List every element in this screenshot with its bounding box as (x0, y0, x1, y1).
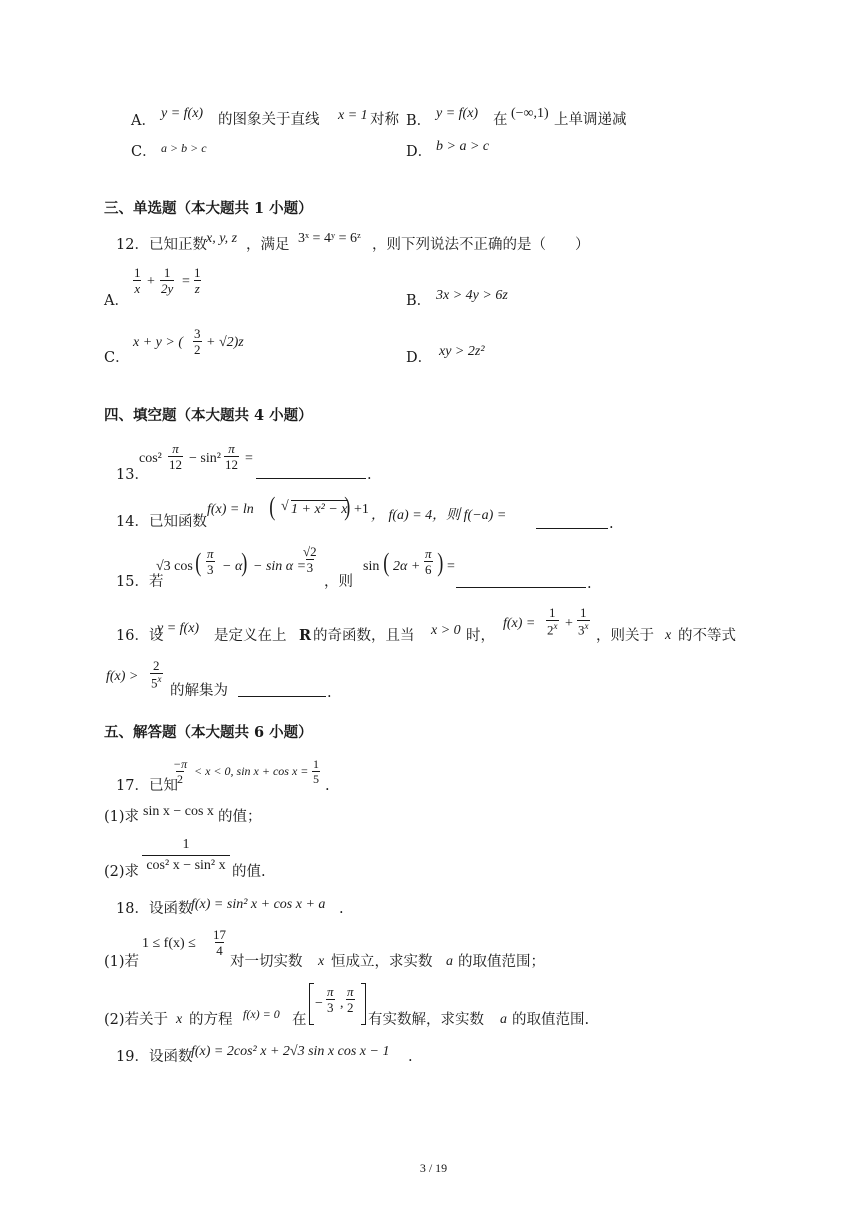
q12-option-c-label: C． (104, 350, 130, 366)
q16-text4: ，则关于 (596, 628, 654, 644)
q18-part1-frac: $\frac{17}{4}$ (213, 927, 226, 958)
q15-expr: √3 cos (156, 559, 193, 574)
q15-then: ，则 (324, 574, 353, 590)
q14-root: 1 + x² − x (291, 502, 348, 517)
q19-function: f(x) = 2cos² x + 2√3 sin x cos x − 1 (191, 1044, 390, 1059)
q15-right-paren: ) (241, 548, 248, 577)
q15-mid: − sin α = (253, 559, 307, 574)
q17-condition: < x < 0, sin x + cos x = (194, 764, 309, 778)
q17-part1-text: 的值； (218, 809, 262, 825)
q18-part2-text4: 的取值范围. (512, 1012, 590, 1028)
q18-part2-text: 的方程 (189, 1012, 233, 1028)
q13-frac2: $\frac{\pi}{12}$ (225, 441, 238, 472)
section-3-title: 三、单选题（本大题共 1 小题） (104, 200, 313, 217)
q12-text2: ，则下列说法不正确的是（ ） (372, 237, 590, 253)
q15-answer-blank[interactable] (456, 587, 586, 588)
page-number: 3 / 19 (419, 1161, 448, 1175)
q11-option-a-text1: 的图象关于直线 (218, 112, 320, 128)
q17-part2-fraction-bar (142, 855, 230, 856)
q13-cos: cos² (139, 451, 162, 466)
q16-real-set: R (299, 627, 312, 644)
q16-math1: y = f(x) (157, 621, 200, 636)
q18-part2-frac2: $\frac{\pi}{2}$ (347, 984, 354, 1015)
q16-plus: + (565, 616, 573, 631)
q18-part2-label: (2)若关于 (104, 1012, 169, 1028)
q15-frac2: $\frac{√2}{3}$ (303, 544, 317, 575)
q13-frac1: $\frac{\pi}{12}$ (169, 441, 182, 472)
q14-right-paren: ) (344, 492, 351, 521)
q18-part2-left-bracket (309, 983, 314, 1025)
q15-sin: sin (363, 559, 380, 574)
q15-number: 15．若 (116, 574, 164, 590)
q15-right-paren2: ) (437, 548, 444, 577)
q14-condition: ， f(a) = 4，则 f(−a) = (371, 508, 507, 523)
q14-end: . (609, 516, 614, 532)
q17-part2-numerator: 1 (182, 837, 190, 852)
q18-part2-text3: 有实数解，求实数 (368, 1012, 484, 1028)
q12-vars: x, y, z (206, 231, 238, 246)
q16-text3: 时， (466, 628, 495, 644)
q17-part1-math: sin x − cos x (143, 804, 214, 819)
q12-text1: ，满足 (246, 237, 290, 253)
q18-part2-text2: 在 (292, 1012, 307, 1028)
q12-option-a-plus: + (147, 274, 155, 289)
q14-left-paren: ( (269, 492, 276, 521)
q12-option-c-math1: x + y > ( (133, 335, 183, 350)
q12-option-a-frac2: $\frac{1}{2y}$ (161, 265, 174, 296)
q18-part2-math: f(x) = 0 (243, 1007, 280, 1021)
q11-option-b-label: B． (406, 113, 432, 129)
q17-part2-text: 的值. (232, 864, 266, 880)
q12-option-a-equals: = (182, 274, 190, 289)
q12-option-b-math: 3x > 4y > 6z (436, 288, 508, 303)
q11-option-a-math1: y = f(x) (161, 106, 204, 121)
q11-option-b-math1: y = f(x) (436, 106, 479, 121)
q18-end: . (339, 901, 344, 917)
q12-option-d-math: xy > 2z² (439, 344, 485, 359)
q14-number: 14．已知函数 (116, 514, 207, 530)
q18-part2-comma: , (340, 996, 344, 1011)
q11-option-b-text2: 上单调递减 (554, 112, 627, 128)
q16-text5: 的不等式 (678, 628, 736, 644)
q13-sin: − sin² (189, 451, 221, 466)
q12-condition: 3ˣ = 4ʸ = 6ᶻ (298, 231, 361, 246)
q16-frac2: $\frac{1}{3^x}$ (578, 605, 589, 638)
q11-option-a-text2: 对称 (370, 112, 399, 128)
q18-part2-right-bracket (361, 983, 366, 1025)
q18-part1-text3: 的取值范围； (458, 954, 545, 970)
q18-part2-x: x (176, 1012, 183, 1027)
q16-math4: x (665, 628, 672, 643)
q19-end: . (408, 1049, 413, 1065)
q12-option-d-label: D． (406, 350, 433, 366)
q11-option-b-math2: (−∞,1) (511, 106, 549, 121)
q15-two-alpha: 2α + (393, 559, 421, 574)
q15-left-paren: ( (195, 548, 202, 577)
q16-frac1: $\frac{1}{2^x}$ (547, 605, 558, 638)
section-4-title: 四、填空题（本大题共 4 小题） (104, 407, 313, 424)
q18-part1-a: a (446, 954, 453, 969)
q12-option-a-label: A． (104, 293, 129, 309)
q15-frac1: $\frac{\pi}{3}$ (207, 546, 214, 577)
q18-part2-minus: − (315, 996, 323, 1011)
q17-part1-label: (1)求 (104, 809, 140, 825)
q17-frac-pi: $\frac{-\pi}{2}$ (173, 757, 188, 786)
q12-option-a-frac3: $\frac{1}{z}$ (194, 265, 201, 296)
q16-math2: x > 0 (431, 623, 461, 638)
q12-option-b-label: B． (406, 293, 432, 309)
q14-plus: +1 (354, 502, 369, 517)
q13-end: . (367, 467, 372, 483)
q15-minus-alpha: − α (222, 559, 243, 574)
q18-part2-a: a (500, 1012, 507, 1027)
q18-part1-text: 对一切实数 (230, 954, 303, 970)
q15-end: . (587, 576, 592, 592)
q15-equals: = (447, 559, 455, 574)
q18-part2-frac1: $\frac{\pi}{3}$ (327, 984, 334, 1015)
q16-end: . (327, 685, 332, 701)
q12-option-c-math2: + √2)z (206, 335, 244, 350)
q16-answer-blank[interactable] (238, 696, 326, 697)
q13-answer-blank[interactable] (256, 478, 366, 479)
section-5-title: 五、解答题（本大题共 6 小题） (104, 724, 313, 741)
q11-option-a-math2: x = 1 (338, 108, 368, 123)
q15-left-paren2: ( (383, 548, 390, 577)
q11-option-b-text1: 在 (493, 112, 508, 128)
q14-sqrt-sign: √ (281, 499, 289, 514)
q18-part1-x: x (318, 954, 325, 969)
q12-option-c-frac: $\frac{3}{2}$ (194, 326, 201, 357)
q13-number: 13． (116, 467, 149, 483)
q17-part2-denominator: cos² x − sin² x (146, 858, 226, 873)
q18-part1-label: (1)若 (104, 954, 140, 970)
q17-number: 17．已知 (116, 778, 178, 794)
q14-answer-blank[interactable] (536, 528, 608, 529)
q11-option-d-math: b > a > c (436, 139, 490, 154)
q18-function: f(x) = sin² x + cos x + a (191, 897, 326, 912)
q18-number: 18．设函数 (116, 901, 193, 917)
q17-frac-fifth: $\frac{1}{5}$ (313, 757, 319, 786)
q16-math5: f(x) > (106, 669, 139, 684)
q17-end: . (325, 778, 330, 794)
q16-frac3: $\frac{2}{5^x}$ (151, 658, 162, 691)
q16-text6: 的解集为 (170, 683, 228, 699)
q11-option-d-label: D． (406, 144, 433, 160)
q17-part2-label: (2)求 (104, 864, 140, 880)
q18-part1-text2: 恒成立，求实数 (331, 954, 433, 970)
q11-option-a-label: A． (131, 113, 156, 129)
q11-option-c-math: a > b > c (161, 141, 207, 155)
q19-number: 19．设函数 (116, 1049, 193, 1065)
q12-option-a-frac1: $\frac{1}{x}$ (134, 265, 141, 296)
q16-text1: 是定义在上 (214, 628, 287, 644)
q16-number: 16．设 (116, 628, 164, 644)
q16-math3: f(x) = (503, 616, 536, 631)
q16-text2: 的奇函数，且当 (313, 628, 415, 644)
q12-number: 12．已知正数 (116, 237, 207, 253)
q13-equals: = (245, 451, 253, 466)
q18-part1-math: 1 ≤ f(x) ≤ (142, 936, 196, 951)
q11-option-c-label: C． (131, 144, 157, 160)
q15-frac3: $\frac{\pi}{6}$ (425, 546, 432, 577)
q14-fx: f(x) = ln (207, 502, 254, 517)
